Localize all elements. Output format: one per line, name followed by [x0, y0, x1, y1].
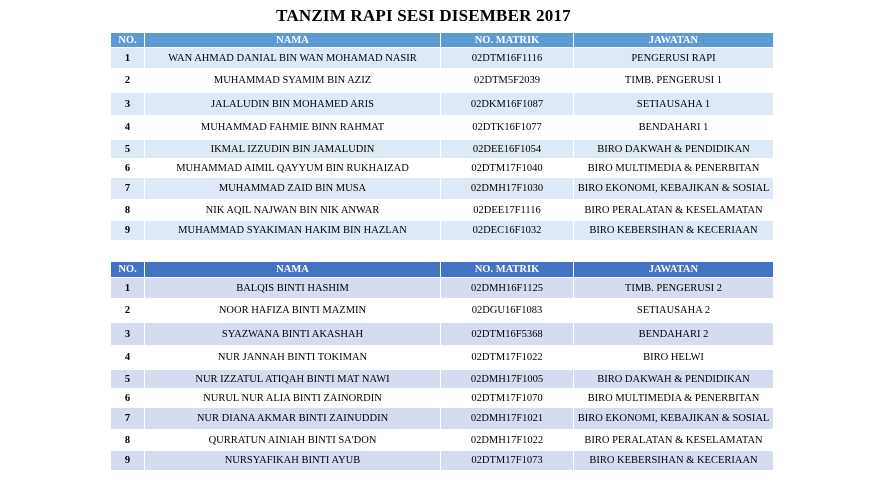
cell-no: 8: [111, 430, 145, 451]
table-row: [111, 116, 774, 140]
cell-matrik: 02DTK16F1077: [441, 116, 574, 140]
cell-jawatan: BIRO DAKWAH & PENDIDIKAN: [574, 140, 774, 159]
table-row: [111, 278, 774, 299]
table-row: [111, 389, 774, 408]
cell-jawatan: BIRO DAKWAH & PENDIDIKAN: [574, 370, 774, 389]
cell-jawatan: SETIAUSAHA 2: [574, 299, 774, 323]
cell-nama: QURRATUN AINIAH BINTI SA'DON: [145, 430, 441, 451]
table-row: [111, 200, 774, 221]
table-row: [111, 323, 774, 346]
cell-jawatan: BIRO PERALATAN & KESELAMATAN: [574, 430, 774, 451]
cell-matrik: 02DTM5F2039: [441, 69, 574, 93]
cell-jawatan: TIMB. PENGERUSI 2: [574, 278, 774, 299]
cell-jawatan: BIRO PERALATAN & KESELAMATAN: [574, 200, 774, 221]
table-row: [111, 299, 774, 323]
cell-jawatan: BENDAHARI 2: [574, 323, 774, 346]
cell-jawatan: BIRO KEBERSIHAN & KECERIAAN: [574, 451, 774, 471]
table-body: [111, 278, 774, 471]
cell-jawatan: BIRO KEBERSIHAN & KECERIAAN: [574, 221, 774, 241]
cell-jawatan: BIRO MULTIMEDIA & PENERBITAN: [574, 159, 774, 178]
cell-matrik: 02DMH17F1021: [441, 408, 574, 430]
cell-matrik: 02DTM17F1040: [441, 159, 574, 178]
cell-nama: MUHAMMAD ZAID BIN MUSA: [145, 178, 441, 200]
table-row: [111, 178, 774, 200]
cell-matrik: 02DTM16F1116: [441, 48, 574, 69]
cell-jawatan: PENGERUSI RAPI: [574, 48, 774, 69]
table-row: [111, 451, 774, 471]
cell-nama: BALQIS BINTI HASHIM: [145, 278, 441, 299]
cell-matrik: 02DGU16F1083: [441, 299, 574, 323]
cell-no: 9: [111, 221, 145, 241]
header-jawatan: JAWATAN: [574, 262, 774, 278]
cell-no: 1: [111, 48, 145, 69]
cell-nama: NURSYAFIKAH BINTI AYUB: [145, 451, 441, 471]
table-row: [111, 140, 774, 159]
table-row: [111, 346, 774, 370]
cell-matrik: 02DTM16F5368: [441, 323, 574, 346]
cell-jawatan: BIRO MULTIMEDIA & PENERBITAN: [574, 389, 774, 408]
cell-no: 5: [111, 140, 145, 159]
cell-matrik: 02DKM16F1087: [441, 93, 574, 116]
cell-nama: MUHAMMAD SYAKIMAN HAKIM BIN HAZLAN: [145, 221, 441, 241]
cell-nama: NOOR HAFIZA BINTI MAZMIN: [145, 299, 441, 323]
table-row: [111, 48, 774, 69]
cell-nama: NUR IZZATUL ATIQAH BINTI MAT NAWI: [145, 370, 441, 389]
cell-nama: SYAZWANA BINTI AKASHAH: [145, 323, 441, 346]
cell-nama: NUR DIANA AKMAR BINTI ZAINUDDIN: [145, 408, 441, 430]
cell-jawatan: BIRO HELWI: [574, 346, 774, 370]
table-row: [111, 370, 774, 389]
cell-nama: JALALUDIN BIN MOHAMED ARIS: [145, 93, 441, 116]
cell-no: 2: [111, 299, 145, 323]
table-row: [111, 221, 774, 241]
cell-jawatan: BENDAHARI 1: [574, 116, 774, 140]
cell-matrik: 02DEC16F1032: [441, 221, 574, 241]
cell-no: 8: [111, 200, 145, 221]
table-row: [111, 159, 774, 178]
table-row: [111, 69, 774, 93]
header-no: NO.: [111, 33, 145, 48]
cell-jawatan: BIRO EKONOMI, KEBAJIKAN & SOSIAL: [574, 178, 774, 200]
table-row: [111, 93, 774, 116]
table-header-row: [111, 33, 774, 48]
cell-nama: NURUL NUR ALIA BINTI ZAINORDIN: [145, 389, 441, 408]
cell-no: 6: [111, 389, 145, 408]
cell-matrik: 02DTM17F1073: [441, 451, 574, 471]
committee-table-1: [110, 32, 774, 241]
cell-matrik: 02DMH17F1005: [441, 370, 574, 389]
cell-nama: WAN AHMAD DANIAL BIN WAN MOHAMAD NASIR: [145, 48, 441, 69]
table-row: [111, 408, 774, 430]
header-nama: NAMA: [145, 262, 441, 278]
cell-nama: MUHAMMAD SYAMIM BIN AZIZ: [145, 69, 441, 93]
cell-no: 2: [111, 69, 145, 93]
table-row: [111, 430, 774, 451]
cell-matrik: 02DMH17F1030: [441, 178, 574, 200]
cell-nama: NUR JANNAH BINTI TOKIMAN: [145, 346, 441, 370]
header-jawatan: JAWATAN: [574, 33, 774, 48]
table-header-row: [111, 262, 774, 278]
header-matrik: NO. MATRIK: [441, 33, 574, 48]
cell-nama: MUHAMMAD FAHMIE BINN RAHMAT: [145, 116, 441, 140]
cell-matrik: 02DTM17F1022: [441, 346, 574, 370]
cell-no: 9: [111, 451, 145, 471]
cell-no: 6: [111, 159, 145, 178]
cell-no: 3: [111, 323, 145, 346]
cell-jawatan: BIRO EKONOMI, KEBAJIKAN & SOSIAL: [574, 408, 774, 430]
header-nama: NAMA: [145, 33, 441, 48]
cell-nama: MUHAMMAD AIMIL QAYYUM BIN RUKHAIZAD: [145, 159, 441, 178]
header-matrik: NO. MATRIK: [441, 262, 574, 278]
cell-matrik: 02DMH16F1125: [441, 278, 574, 299]
cell-no: 7: [111, 408, 145, 430]
cell-nama: IKMAL IZZUDIN BIN JAMALUDIN: [145, 140, 441, 159]
cell-no: 4: [111, 346, 145, 370]
cell-matrik: 02DTM17F1070: [441, 389, 574, 408]
cell-no: 5: [111, 370, 145, 389]
cell-matrik: 02DEE16F1054: [441, 140, 574, 159]
cell-matrik: 02DEE17F1116: [441, 200, 574, 221]
cell-matrik: 02DMH17F1022: [441, 430, 574, 451]
committee-table-2: [110, 261, 774, 471]
table-body: [111, 48, 774, 241]
cell-no: 4: [111, 116, 145, 140]
page-title: TANZIM RAPI SESI DISEMBER 2017: [276, 6, 571, 25]
cell-jawatan: SETIAUSAHA 1: [574, 93, 774, 116]
cell-jawatan: TIMB. PENGERUSI 1: [574, 69, 774, 93]
header-no: NO.: [111, 262, 145, 278]
cell-no: 3: [111, 93, 145, 116]
cell-nama: NIK AQIL NAJWAN BIN NIK ANWAR: [145, 200, 441, 221]
cell-no: 7: [111, 178, 145, 200]
cell-no: 1: [111, 278, 145, 299]
